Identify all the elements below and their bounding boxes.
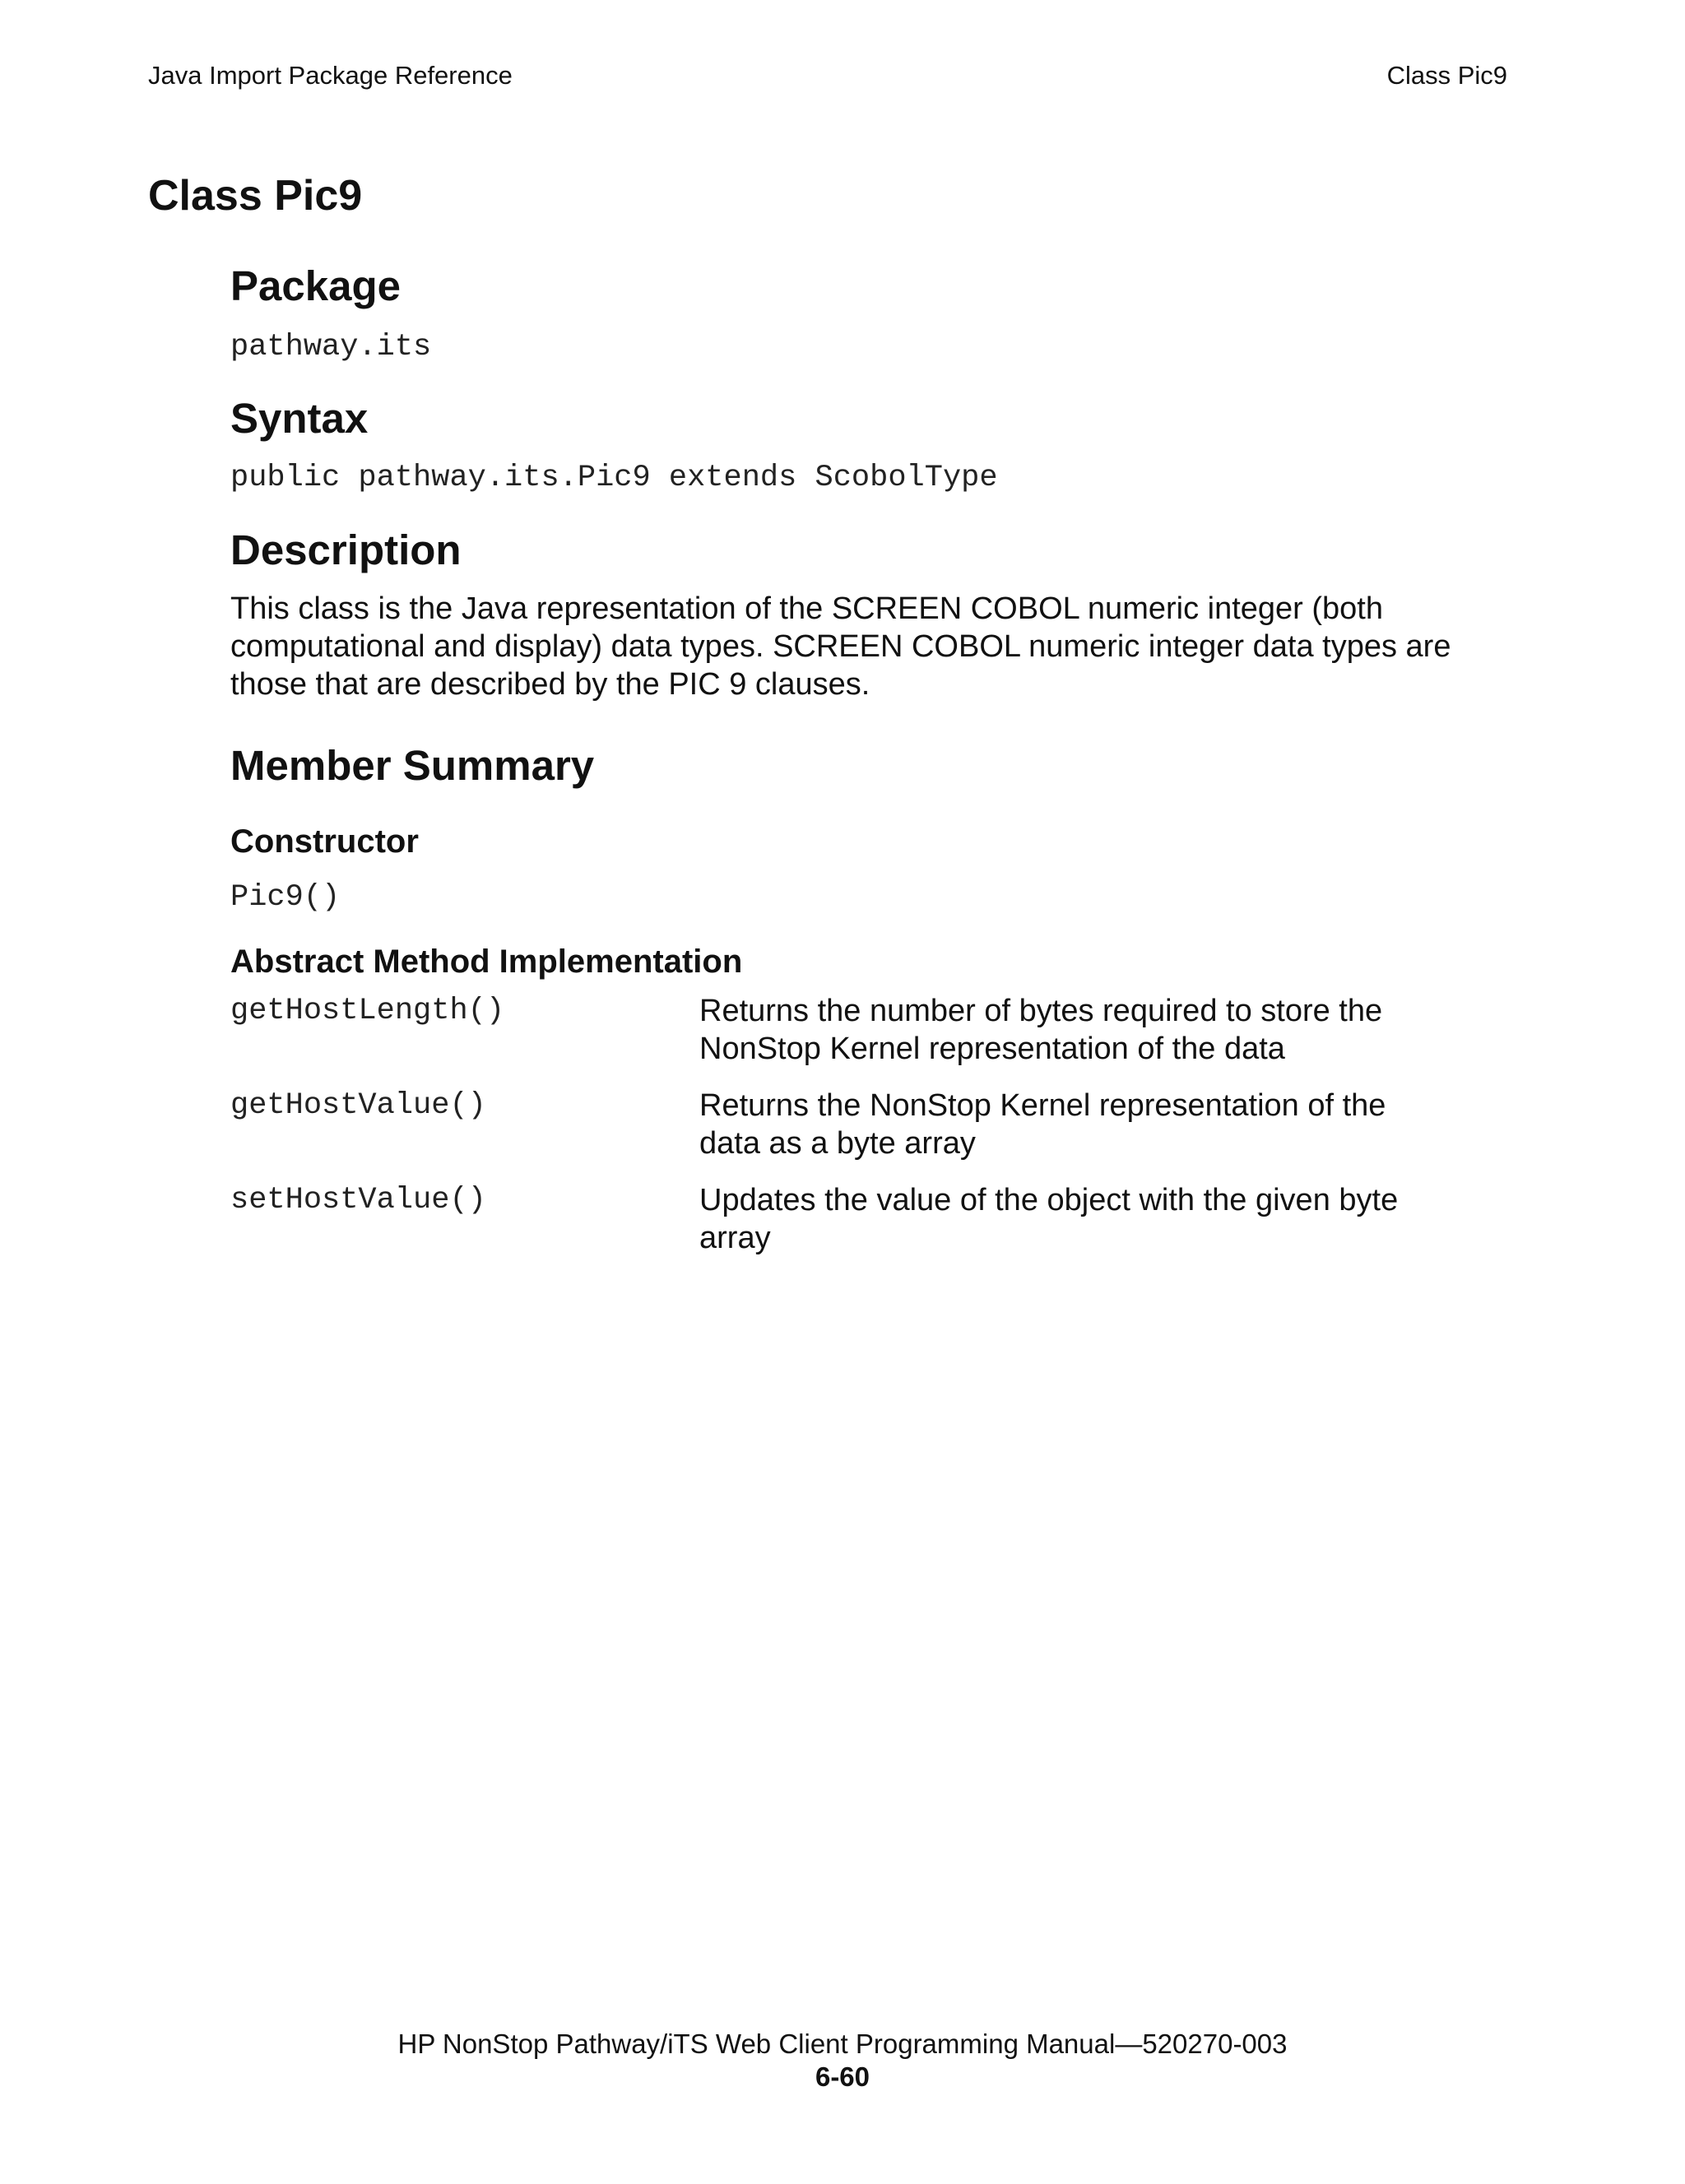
description-text: This class is the Java representation of the SCREEN COBOL numeric integer (both computational and display) data types. SCREEN COBOL numeric integer data types are those that are described by the PIC 9 clauses. [230,591,1451,702]
footer-manual-title: HP NonStop Pathway/iTS Web Client Programming Manual—520270-003 [397,2029,1288,2059]
page-footer [0,2028,1685,2094]
syntax-value: public pathway.its.Pic9 extends ScobolType [230,461,998,495]
running-header [148,59,1507,92]
method-name: setHostValue() [230,1183,486,1217]
main-content [230,262,1489,1276]
method-description: Returns the number of bytes required to store the NonStop Kernel representation of the data [699,994,1383,1066]
method-description: Updates the value of the object with the given byte array [699,1183,1399,1255]
table-row [230,1087,1489,1162]
constructor-heading: Constructor [230,823,419,860]
page-number: 6-60 [815,2061,870,2092]
method-name: getHostLength() [230,994,505,1028]
header-left-text: Java Import Package Reference [148,61,513,90]
method-table [230,992,1489,1257]
member-summary-heading: Member Summary [230,742,595,789]
description-heading: Description [230,526,462,573]
package-value: pathway.its [230,330,432,364]
page-title: Class Pic9 [148,172,363,220]
table-row [230,1181,1489,1257]
syntax-heading: Syntax [230,395,369,442]
table-row [230,992,1489,1068]
abstract-method-heading: Abstract Method Implementation [230,944,743,980]
constructor-value: Pic9() [230,880,341,915]
method-name: getHostValue() [230,1088,486,1123]
package-heading: Package [230,262,401,309]
method-description: Returns the NonStop Kernel representation of the data as a byte array [699,1088,1386,1161]
header-right-text: Class Pic9 [1386,61,1507,90]
